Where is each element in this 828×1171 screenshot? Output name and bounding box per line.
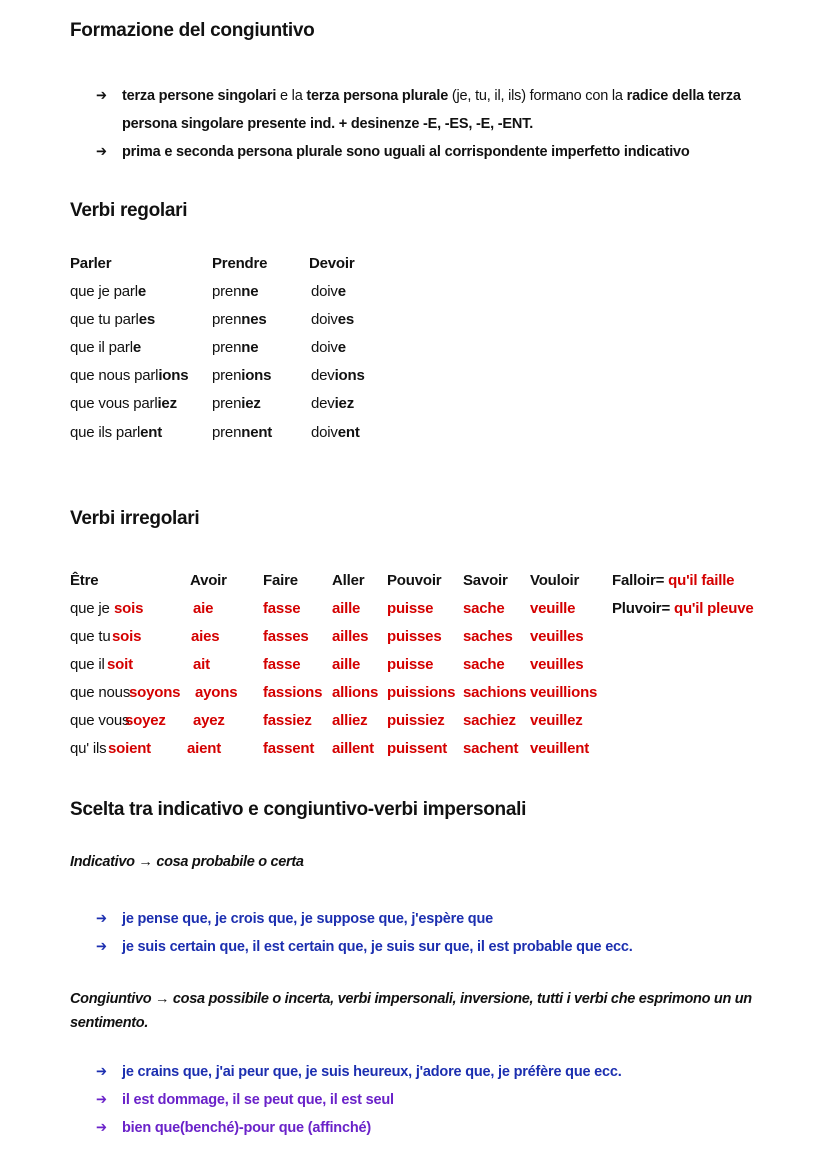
conjugated-form: aies [191, 628, 220, 645]
indicativo-item-text: je suis certain que, il est certain que, je suis sur que, il est probable que ecc. [122, 939, 633, 955]
indicativo-item-1 [96, 905, 493, 933]
arrow-right-icon: ➔ [96, 1092, 107, 1108]
indicativo-item-text: je pense que, je crois que, je suppose que, j'espère que [122, 911, 493, 927]
pleuvoir-label: Pluvoir= [612, 600, 674, 617]
conjugated-form: veuilles [530, 628, 584, 645]
verb-stem: que il parl [70, 338, 133, 356]
arrow-right-icon: ➔ [96, 1064, 107, 1080]
table-header-row [70, 249, 409, 277]
conjugated-form: aie [193, 600, 214, 617]
verb-ending: ions [241, 367, 272, 385]
conjugated-form: ailles [332, 628, 369, 645]
verb-stem: pren [212, 395, 242, 413]
table-cell [70, 362, 212, 390]
formation-bullet-2-text: prima e seconda persona plurale sono uguali al corrispondente imperfetto indicativo [122, 144, 690, 160]
verb-stem: que ils parl [70, 423, 141, 441]
table-cell [212, 390, 309, 418]
congiuntivo-item-3 [96, 1114, 371, 1142]
pronoun: qu' ils [70, 740, 107, 757]
falloir-value: qu'il faille [668, 572, 735, 589]
arrow-right-icon: ➔ [96, 1120, 107, 1136]
conjugated-form: veuillez [530, 712, 583, 729]
table-cell [309, 333, 409, 361]
conjugated-form: ayons [195, 684, 238, 701]
congiuntivo-item-text: je crains que, j'ai peur que, je suis heureux, j'adore que, je préfère que ecc. [122, 1064, 622, 1080]
verb-stem: doiv [311, 282, 338, 300]
regular-verbs-table [70, 249, 409, 446]
conjugated-form: fassent [263, 740, 315, 757]
table-cell [212, 277, 309, 305]
verb-ending: e [132, 338, 141, 356]
table-cell [212, 362, 309, 390]
table-cell [70, 418, 212, 446]
table-cell [309, 305, 409, 333]
formation-bullet-1-text [122, 88, 741, 104]
conjugated-form: aient [187, 740, 222, 757]
verb-ending: iez [241, 395, 261, 413]
conjugated-form: sois [112, 628, 142, 645]
congiuntivo-item-1 [96, 1058, 622, 1086]
verb-ending: e [337, 338, 346, 356]
arrow-right-icon: ➔ [96, 144, 107, 160]
conjugated-form: veuille [530, 600, 576, 617]
verb-stem: que je parl [70, 282, 138, 300]
falloir-note [612, 572, 734, 589]
table-cell [212, 418, 309, 446]
verb-ending: nes [241, 310, 267, 328]
table-cell [212, 305, 309, 333]
verb-stem: doiv [311, 423, 338, 441]
verb-stem: que vous parl [70, 395, 158, 413]
congiuntivo-heading: Congiuntivo → cosa possibile o incerta, verbi impersonali, inversione, tutti i verbi che esprimono un un sentimento. [70, 991, 752, 1031]
verb-ending: ions [334, 367, 365, 385]
table-cell [70, 390, 212, 418]
conjugated-form: veuillent [530, 740, 590, 757]
table-row [70, 362, 409, 390]
formation-bullet-1-part: radice della terza [626, 88, 741, 104]
pleuvoir-note [612, 600, 754, 617]
verb-ending: es [138, 310, 155, 328]
verb-ending: ne [241, 282, 259, 300]
conjugated-form: ayez [193, 712, 225, 729]
verb-ending: ne [241, 338, 259, 356]
conjugated-form: aille [332, 656, 361, 673]
column-header: Savoir [463, 572, 508, 589]
table-cell [309, 418, 409, 446]
column-header: Devoir [309, 254, 355, 272]
verb-ending: iez [157, 395, 177, 413]
conjugated-form: veuilles [530, 656, 584, 673]
pronoun: que tu [70, 628, 111, 645]
congiuntivo-item-text: bien que(benché)-pour que (affinché) [122, 1120, 371, 1136]
falloir-label: Falloir= [612, 572, 669, 589]
formation-bullet-1-part: terza persone singolari [122, 88, 277, 104]
verb-ending: ent [140, 423, 163, 441]
formation-bullet-2 [96, 138, 690, 166]
conjugated-form: allions [332, 684, 379, 701]
verb-stem: dev [311, 395, 335, 413]
conjugated-form: fassiez [263, 712, 312, 729]
column-header: Avoir [190, 572, 227, 589]
verb-stem: pren [212, 310, 242, 328]
table-cell [70, 277, 212, 305]
verb-ending: ions [158, 367, 189, 385]
column-header: Pouvoir [387, 572, 442, 589]
conjugated-form: soient [108, 740, 151, 757]
formation-bullet-1-part: (je, tu, il, ils) formano con la [448, 88, 627, 104]
pronoun: que vous [70, 712, 130, 729]
verb-stem: doiv [311, 338, 338, 356]
verb-ending: ent [337, 423, 360, 441]
conjugated-form: fasse [263, 656, 301, 673]
verb-stem: doiv [311, 310, 338, 328]
formation-bullet-1-line2: persona singolare presente ind. + desinenze -E, -ES, -E, -ENT. [122, 116, 534, 132]
conjugated-form: sois [114, 600, 144, 617]
verb-ending: iez [334, 395, 355, 413]
conjugated-form: alliez [332, 712, 368, 729]
conjugated-form: puisse [387, 600, 434, 617]
conjugated-form: puissiez [387, 712, 445, 729]
formation-bullet-1 [96, 82, 776, 138]
table-cell [309, 362, 409, 390]
formation-bullet-1-part: terza persona plurale [306, 88, 449, 104]
conjugated-form: saches [463, 628, 513, 645]
pronoun: que nous [70, 684, 131, 701]
pronoun: que je [70, 600, 110, 617]
table-row [70, 277, 409, 305]
formation-bullet-1-part: e la [276, 88, 307, 104]
conjugated-form: puissent [387, 740, 448, 757]
table-row [70, 305, 409, 333]
indicativo-heading: Indicativo → cosa probabile o certa [70, 854, 304, 870]
table-cell [212, 333, 309, 361]
conjugated-form: aille [332, 600, 361, 617]
table-cell [70, 305, 212, 333]
conjugated-form: soyons [129, 684, 181, 701]
verb-stem: pren [212, 423, 242, 441]
conjugated-form: ait [193, 656, 210, 673]
conjugated-form: fassions [263, 684, 323, 701]
column-header: Faire [263, 572, 298, 589]
table-row [70, 333, 409, 361]
column-header: Aller [332, 572, 365, 589]
column-header: Prendre [212, 254, 268, 272]
conjugated-form: soyez [125, 712, 166, 729]
conjugated-form: veuillions [530, 684, 598, 701]
column-header: Parler [70, 254, 112, 272]
congiuntivo-item-2 [96, 1086, 394, 1114]
conjugated-form: fasse [263, 600, 301, 617]
conjugated-form: puissions [387, 684, 456, 701]
conjugated-form: fasses [263, 628, 309, 645]
conjugated-form: sache [463, 600, 505, 617]
column-header: Être [70, 572, 99, 589]
conjugated-form: sachent [463, 740, 519, 757]
verb-ending: es [337, 310, 355, 328]
table-cell [70, 333, 212, 361]
verb-stem: que nous parl [70, 367, 159, 385]
arrow-right-icon: ➔ [96, 939, 107, 955]
indicativo-item-2 [96, 933, 633, 961]
verb-ending: e [137, 282, 147, 300]
table-cell [309, 390, 409, 418]
conjugated-form: soit [107, 656, 133, 673]
verb-ending: e [337, 282, 346, 300]
verb-stem: pren [212, 282, 242, 300]
conjugated-form: sachiez [463, 712, 516, 729]
verb-stem: pren [212, 338, 242, 356]
conjugated-form: sachions [463, 684, 527, 701]
verb-stem: dev [311, 367, 335, 385]
table-row [70, 390, 409, 418]
regular-verbs-heading: Verbi regolari [70, 200, 188, 221]
conjugated-form: puisses [387, 628, 442, 645]
arrow-right-icon: ➔ [96, 911, 107, 927]
pleuvoir-value: qu'il pleuve [673, 600, 754, 617]
verb-ending: nent [241, 423, 273, 441]
congiuntivo-item-text: il est dommage, il se peut que, il est seul [122, 1092, 394, 1108]
table-cell [309, 277, 409, 305]
pronoun: que il [70, 656, 105, 673]
table-row [70, 418, 409, 446]
choice-heading: Scelta tra indicativo e congiuntivo-verbi impersonali [70, 799, 527, 820]
column-header: Vouloir [530, 572, 580, 589]
page-title: Formazione del congiuntivo [70, 20, 315, 41]
verb-stem: que tu parl [70, 310, 139, 328]
conjugated-form: aillent [332, 740, 374, 757]
conjugated-form: puisse [387, 656, 434, 673]
irregular-verbs-heading: Verbi irregolari [70, 508, 200, 529]
arrow-right-icon: ➔ [96, 88, 107, 104]
verb-stem: pren [212, 367, 242, 385]
conjugated-form: sache [463, 656, 505, 673]
